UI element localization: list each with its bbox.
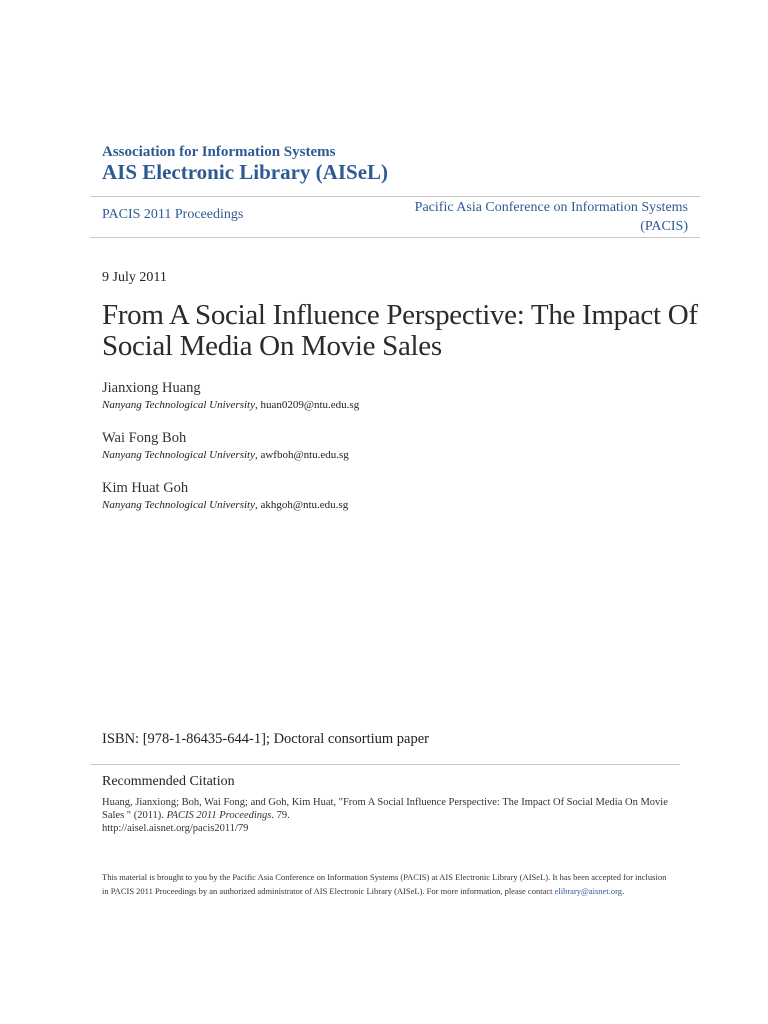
author-name: Wai Fong Boh: [102, 430, 187, 446]
affiliation-name: Nanyang Technological University: [102, 499, 255, 511]
citation-authors-title: Huang, Jianxiong; Boh, Wai Fong; and Goh, Kim Huat, "From A Social Influence Perspective: The Impact Of Social Media On Movie Sales " (2011).: [102, 797, 668, 821]
author-email: , awfboh@ntu.edu.sg: [254, 449, 349, 461]
paper-title: From A Social Influence Perspective: The Impact Of Social Media On Movie Sales: [102, 299, 698, 362]
author-block: [102, 430, 349, 461]
author-name: Jianxiong Huang: [102, 380, 201, 396]
divider: [90, 196, 700, 197]
citation-url[interactable]: http://aisel.aisnet.org/pacis2011/79: [102, 823, 249, 834]
library-name[interactable]: AIS Electronic Library (AISeL): [102, 160, 389, 184]
footer-notice: [102, 871, 672, 898]
affiliation-name: Nanyang Technological University: [102, 449, 255, 461]
affiliation-name: Nanyang Technological University: [102, 399, 255, 411]
footer-end: .: [622, 885, 625, 896]
citation-heading: Recommended Citation: [102, 774, 235, 789]
citation-proceedings: PACIS 2011 Proceedings: [166, 810, 272, 821]
footer-email-link[interactable]: elibrary@aisnet.org: [554, 885, 622, 896]
conference-link-line2: (PACIS): [640, 219, 688, 234]
isbn-line: ISBN: [978-1-86435-644-1]; Doctoral consortium paper: [102, 731, 429, 747]
divider: [90, 764, 680, 765]
org-name[interactable]: Association for Information Systems: [102, 144, 336, 160]
citation-number: . 79.: [271, 810, 290, 821]
author-affiliation: [102, 449, 349, 461]
citation-text: [102, 796, 682, 835]
conference-link-line1: Pacific Asia Conference on Information Systems: [414, 200, 688, 215]
footer-text: This material is brought to you by the Pacific Asia Conference on Information Systems (PACIS) at AIS Electronic Library (AISeL). It has been accepted for inclusion in PACIS 2011 Proceedings by an authorized administrator of AIS Electronic Library (AISeL). For more information, please contact: [102, 872, 667, 896]
author-email: , akhgoh@ntu.edu.sg: [254, 499, 349, 511]
publication-date: 9 July 2011: [102, 270, 167, 285]
author-block: [102, 380, 359, 411]
conference-link[interactable]: [415, 198, 688, 236]
author-name: Kim Huat Goh: [102, 480, 189, 496]
author-email: , huan0209@ntu.edu.sg: [254, 399, 360, 411]
proceedings-link[interactable]: PACIS 2011 Proceedings: [102, 207, 244, 222]
divider: [90, 237, 700, 238]
author-affiliation: [102, 399, 359, 411]
author-affiliation: [102, 499, 348, 511]
author-block: [102, 480, 348, 511]
